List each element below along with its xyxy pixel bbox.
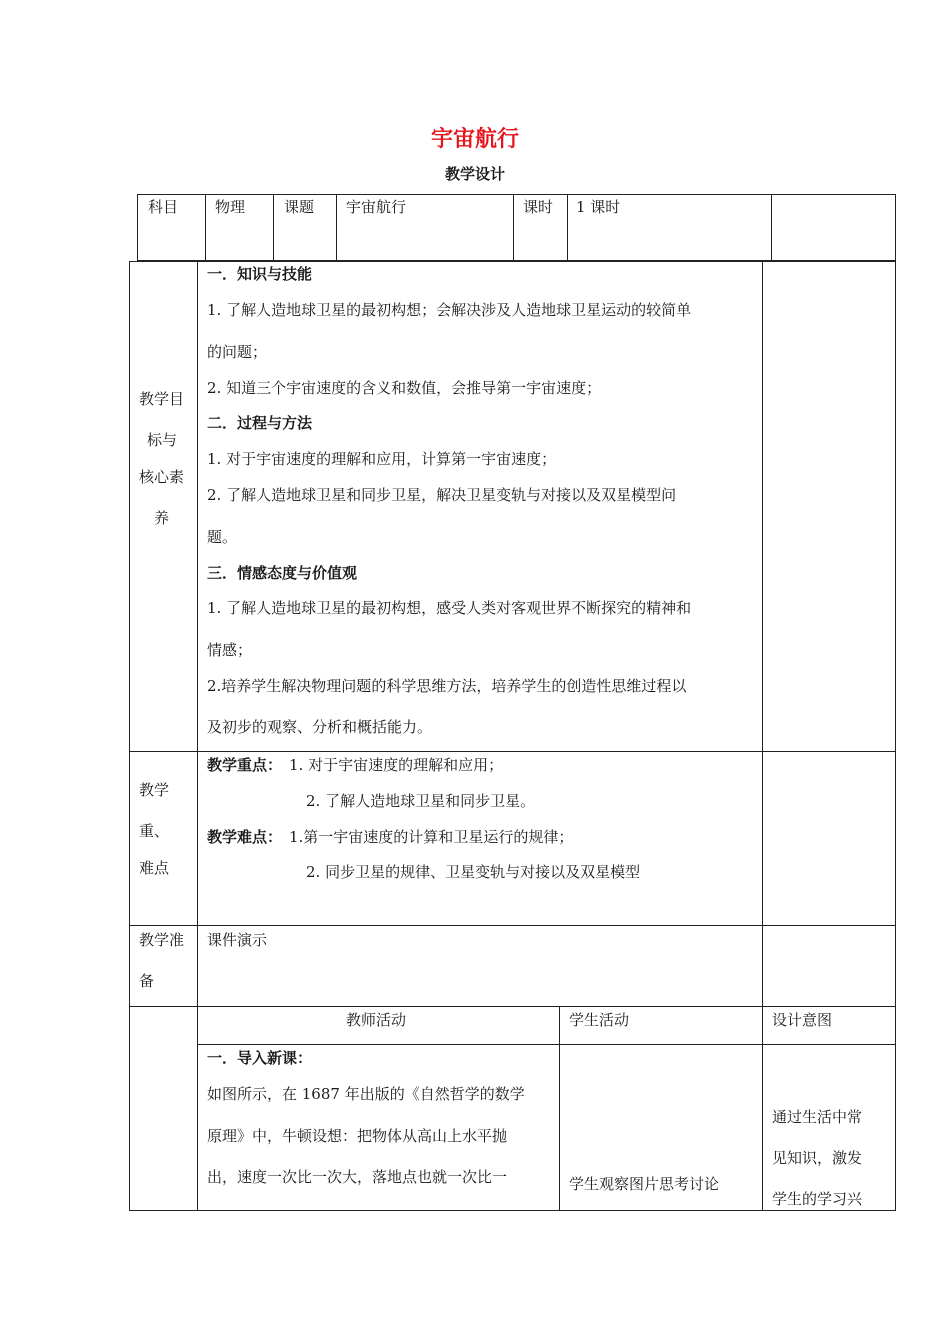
difficulty-1: 1.第一宇宙速度的计算和卫星运行的规律；: [289, 828, 574, 846]
info-table: [137, 194, 896, 261]
topic-value: 宇宙航行: [346, 198, 407, 216]
topic-label: 课题: [284, 198, 315, 216]
period-label: 课时: [523, 198, 554, 216]
period-value: 1 课时: [576, 198, 621, 216]
subject-label: 科目: [148, 198, 179, 216]
difficulty-label: 教学难点：: [207, 828, 283, 846]
student-activity-text: 学生观察图片思考讨论: [569, 1175, 720, 1193]
document-title: 宇宙航行: [430, 127, 519, 152]
key-point-2: 2. 了解人造地球卫星和同步卫星。: [306, 792, 536, 810]
key-point-label: 教学重点：: [207, 756, 283, 774]
key-point-1: 1. 对于宇宙速度的理解和应用；: [289, 756, 504, 774]
objective-heading-knowledge: 一．知识与技能: [207, 265, 313, 283]
objective-heading-values: 三．情感态度与价值观: [207, 564, 358, 582]
objective-heading-process: 二．过程与方法: [207, 414, 313, 432]
header-student-activity: 学生活动: [569, 1011, 630, 1029]
header-teacher-activity: 教师活动: [346, 1011, 407, 1029]
subject-value: 物理: [215, 198, 246, 216]
header-design-intent: 设计意图: [772, 1011, 833, 1029]
prep-value: 课件演示: [207, 931, 268, 949]
difficulty-2: 2. 同步卫星的规律、卫星变轨与对接以及双星模型: [306, 863, 641, 881]
document-subtitle: 教学设计: [444, 165, 505, 183]
teacher-heading-intro: 一．导入新课：: [207, 1049, 313, 1067]
